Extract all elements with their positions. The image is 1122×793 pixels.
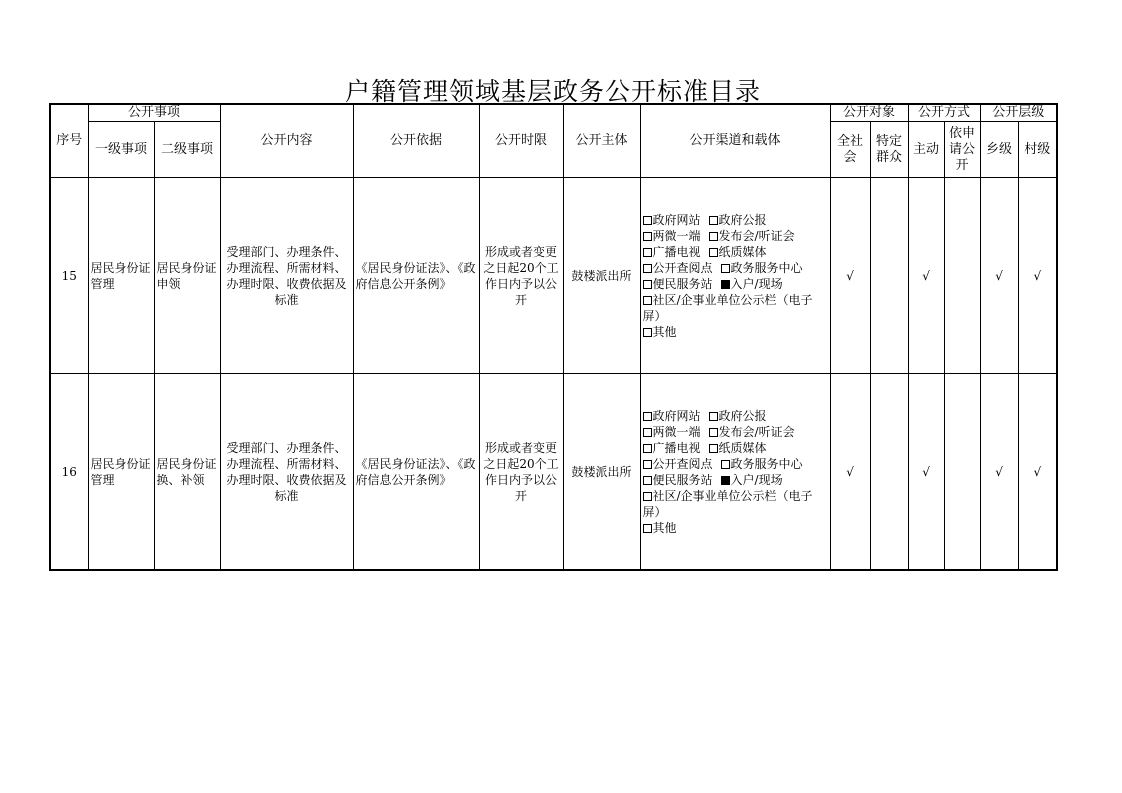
header-channels: 公开渠道和载体	[640, 104, 830, 178]
channel-line-1	[643, 408, 828, 424]
checkbox-checked-icon	[721, 280, 730, 289]
checkbox-icon	[643, 248, 652, 257]
row-active: √	[908, 178, 944, 374]
header-basis: 公开依据	[353, 104, 479, 178]
channel-line-1	[643, 212, 828, 228]
header-time-limit: 公开时限	[479, 104, 563, 178]
row-village: √	[1018, 374, 1057, 571]
header-level1: 一级事项	[88, 122, 154, 178]
header-township: 乡级	[980, 122, 1018, 178]
channel-line-2	[643, 228, 828, 244]
checkbox-icon	[709, 444, 718, 453]
row-content: 受理部门、办理条件、办理流程、所需材料、办理时限、收费依据及标准	[220, 374, 353, 571]
checkbox-icon	[643, 460, 652, 469]
channel-line-6	[643, 488, 828, 520]
checkbox-icon	[643, 444, 652, 453]
channel-broadcast-tv: 广播电视	[652, 244, 701, 259]
channel-line-3	[643, 244, 828, 260]
checkbox-icon	[709, 216, 718, 225]
channel-door-to-door: 入户/现场	[730, 276, 783, 291]
row-seq: 15	[50, 178, 88, 374]
channel-public-reading: 公开查阅点	[652, 260, 713, 275]
row-time-limit: 形成或者变更之日起20个工作日内予以公开	[479, 178, 563, 374]
channel-line-4	[643, 260, 828, 276]
row-content: 受理部门、办理条件、办理流程、所需材料、办理时限、收费依据及标准	[220, 178, 353, 374]
row-on-request	[944, 178, 980, 374]
checkbox-icon	[709, 412, 718, 421]
channel-gov-website: 政府网站	[652, 408, 701, 423]
channel-line-6	[643, 292, 828, 324]
channel-two-micro: 两微一端	[652, 424, 701, 439]
channel-other: 其他	[652, 520, 677, 535]
header-all-society: 全社会	[830, 122, 870, 178]
checkbox-icon	[709, 232, 718, 241]
row-specific-group	[870, 178, 908, 374]
channel-two-micro: 两微一端	[652, 228, 701, 243]
header-active: 主动	[908, 122, 944, 178]
row-basis: 《居民身份证法》、《政府信息公开条例》	[353, 374, 479, 571]
document-title: 户籍管理领域基层政务公开标准目录	[344, 77, 761, 106]
header-village: 村级	[1018, 122, 1057, 178]
row-on-request	[944, 374, 980, 571]
row-channels	[640, 178, 830, 374]
header-level-group: 公开层级	[980, 104, 1057, 122]
channel-community-board: 社区/企事业单位公示栏（电子屏）	[642, 292, 813, 323]
row-all-society: √	[830, 374, 870, 571]
header-on-request: 依申请公开	[944, 122, 980, 178]
channel-line-7	[643, 324, 828, 340]
catalog-table	[49, 103, 1058, 571]
checkbox-icon	[709, 248, 718, 257]
row-village: √	[1018, 178, 1057, 374]
checkbox-icon	[643, 216, 652, 225]
row-subject: 鼓楼派出所	[563, 178, 640, 374]
checkbox-checked-icon	[721, 476, 730, 485]
row-level1: 居民身份证管理	[88, 178, 154, 374]
row-channels	[640, 374, 830, 571]
channel-door-to-door: 入户/现场	[730, 472, 783, 487]
channel-service-center: 政务服务中心	[730, 260, 803, 275]
channel-convenience-station: 便民服务站	[652, 472, 713, 487]
channel-gov-website: 政府网站	[652, 212, 701, 227]
checkbox-icon	[643, 428, 652, 437]
row-all-society: √	[830, 178, 870, 374]
header-seq: 序号	[50, 104, 88, 178]
channel-public-reading: 公开查阅点	[652, 456, 713, 471]
channel-line-3	[643, 440, 828, 456]
row-time-limit: 形成或者变更之日起20个工作日内予以公开	[479, 374, 563, 571]
channel-community-board: 社区/企事业单位公示栏（电子屏）	[642, 488, 813, 519]
row-specific-group	[870, 374, 908, 571]
table-row	[50, 374, 1057, 571]
checkbox-icon	[709, 428, 718, 437]
channel-line-5	[643, 276, 828, 292]
table-row	[50, 178, 1057, 374]
checkbox-icon	[643, 328, 652, 337]
header-mode-group: 公开方式	[908, 104, 980, 122]
header-target-group: 公开对象	[830, 104, 908, 122]
row-level2: 居民身份证换、补领	[154, 374, 220, 571]
channel-gov-gazette: 政府公报	[718, 212, 767, 227]
channel-print-media: 纸质媒体	[718, 244, 767, 259]
channel-press-hearing: 发布会/听证会	[718, 424, 795, 439]
row-township: √	[980, 374, 1018, 571]
channel-line-2	[643, 424, 828, 440]
checkbox-icon	[643, 524, 652, 533]
checkbox-icon	[643, 264, 652, 273]
channel-line-7	[643, 520, 828, 536]
checkbox-icon	[643, 476, 652, 485]
row-seq: 16	[50, 374, 88, 571]
header-content: 公开内容	[220, 104, 353, 178]
row-subject: 鼓楼派出所	[563, 374, 640, 571]
checkbox-icon	[643, 280, 652, 289]
channel-service-center: 政务服务中心	[730, 456, 803, 471]
checkbox-icon	[643, 412, 652, 421]
channel-line-4	[643, 456, 828, 472]
row-active: √	[908, 374, 944, 571]
channel-print-media: 纸质媒体	[718, 440, 767, 455]
checkbox-icon	[643, 296, 652, 305]
row-level1: 居民身份证管理	[88, 374, 154, 571]
channel-convenience-station: 便民服务站	[652, 276, 713, 291]
row-basis: 《居民身份证法》、《政府信息公开条例》	[353, 178, 479, 374]
channel-other: 其他	[652, 324, 677, 339]
checkbox-icon	[721, 264, 730, 273]
header-row-1	[50, 104, 1057, 122]
channel-line-5	[643, 472, 828, 488]
channel-gov-gazette: 政府公报	[718, 408, 767, 423]
header-subject: 公开主体	[563, 104, 640, 178]
channel-press-hearing: 发布会/听证会	[718, 228, 795, 243]
header-matter-group: 公开事项	[88, 104, 220, 122]
channel-broadcast-tv: 广播电视	[652, 440, 701, 455]
row-level2: 居民身份证申领	[154, 178, 220, 374]
checkbox-icon	[643, 492, 652, 501]
row-township: √	[980, 178, 1018, 374]
header-level2: 二级事项	[154, 122, 220, 178]
checkbox-icon	[643, 232, 652, 241]
checkbox-icon	[721, 460, 730, 469]
header-specific-group: 特定群众	[870, 122, 908, 178]
